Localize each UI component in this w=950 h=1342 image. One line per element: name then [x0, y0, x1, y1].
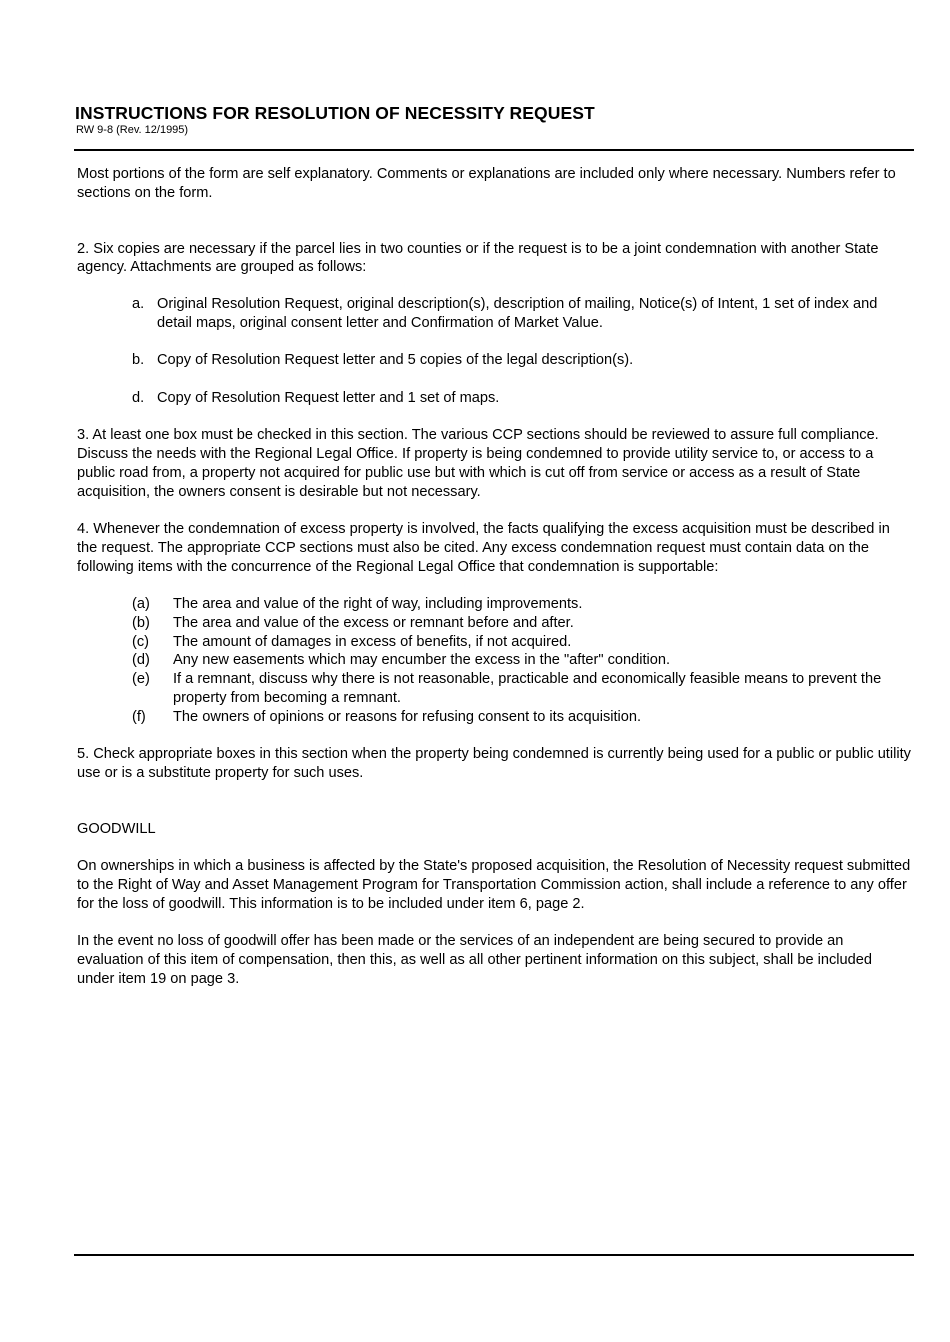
excess-item-text: The owners of opinions or reasons for refusing consent to its acquisition.	[173, 708, 642, 725]
excess-item-marker: (e)	[132, 671, 150, 688]
attachment-group-item	[77, 389, 912, 408]
excess-item-marker: (d)	[132, 652, 150, 669]
attachment-group-item	[77, 295, 912, 333]
excess-item-marker: (b)	[132, 614, 150, 631]
instructions-body	[77, 165, 912, 988]
attachment-group-letter: b.	[132, 352, 145, 369]
section-5-paragraph: 5. Check appropriate boxes in this section when the property being condemned is currently being used for a public or public utility use or is a substitute property for such uses.	[77, 746, 911, 781]
excess-item-text: The amount of damages in excess of benefits, if not acquired.	[173, 633, 572, 650]
excess-item-text: The area and value of the right of way, including improvements.	[173, 595, 583, 612]
excess-item-text: If a remnant, discuss why there is not reasonable, practicable and economically feasible means to prevent the property from becoming a remnant.	[173, 671, 882, 706]
section-2-paragraph: 2. Six copies are necessary if the parcel lies in two counties or if the request is to be a joint condemnation with another State agency. Attachments are grouped as follows:	[77, 240, 879, 276]
section-3-paragraph: 3. At least one box must be checked in this section. The various CCP sections should be reviewed to assure full compliance. Discuss the needs with the Regional Legal Office. If property is being condemned to provide utility service to, or access to a public road from, a property not acquired for public use but with which is cut off from service or access as a result of State acquisition, the owners consent is desirable but not necessary.	[77, 427, 879, 500]
excess-item	[77, 614, 912, 633]
bottom-divider	[74, 1254, 914, 1256]
excess-item	[77, 651, 912, 670]
attachment-groups-list	[77, 295, 912, 407]
goodwill-heading: GOODWILL	[77, 820, 156, 837]
top-divider	[74, 149, 914, 151]
intro-paragraph: Most portions of the form are self explanatory. Comments or explanations are included only where necessary. Numbers refer to sections on the form.	[77, 166, 896, 201]
excess-item-text: The area and value of the excess or remnant before and after.	[173, 614, 574, 631]
goodwill-paragraph-2: In the event no loss of goodwill offer has been made or the services of an independent are being secured to provide an evaluation of this item of compensation, then this, as well as all other pertinent information on this subject, shall be included under item 19 on page 3.	[77, 933, 872, 987]
attachment-group-letter: d.	[132, 389, 145, 406]
excess-item	[77, 708, 912, 727]
document-title: INSTRUCTIONS FOR RESOLUTION OF NECESSITY REQUEST	[75, 103, 595, 123]
excess-item-text: Any new easements which may encumber the excess in the "after" condition.	[173, 652, 671, 669]
goodwill-paragraph-1: On ownerships in which a business is affected by the State's proposed acquisition, the Resolution of Necessity request submitted to the Right of Way and Asset Management Program for Transportation Commission action, shall include a reference to any offer for the loss of goodwill. This information is to be included under item 6, page 2.	[77, 858, 911, 912]
excess-item	[77, 670, 912, 708]
attachment-group-item	[77, 351, 912, 370]
attachment-group-text: Original Resolution Request, original description(s), description of mailing, Notice(s) of Intent, 1 set of index and detail maps, original consent letter and Confirmation of Market Value.	[157, 296, 878, 331]
excess-item-marker: (a)	[132, 595, 150, 612]
section-4-paragraph: 4. Whenever the condemnation of excess property is involved, the facts qualifying the excess acquisition must be described in the request. The appropriate CCP sections must also be cited. Any excess condemnation request must contain data on the following items with the concurrence of the Regional Legal Office that condemnation is supportable:	[77, 520, 890, 575]
attachment-group-text: Copy of Resolution Request letter and 1 set of maps.	[157, 389, 500, 406]
excess-item	[77, 633, 912, 652]
attachment-group-text: Copy of Resolution Request letter and 5 copies of the legal description(s).	[157, 352, 634, 369]
excess-item	[77, 595, 912, 614]
form-number: RW 9-8 (Rev. 12/1995)	[76, 124, 189, 136]
excess-item-marker: (c)	[132, 633, 150, 650]
excess-condemnation-items-list	[77, 595, 912, 727]
excess-item-marker: (f)	[132, 708, 146, 725]
attachment-group-letter: a.	[132, 296, 145, 313]
